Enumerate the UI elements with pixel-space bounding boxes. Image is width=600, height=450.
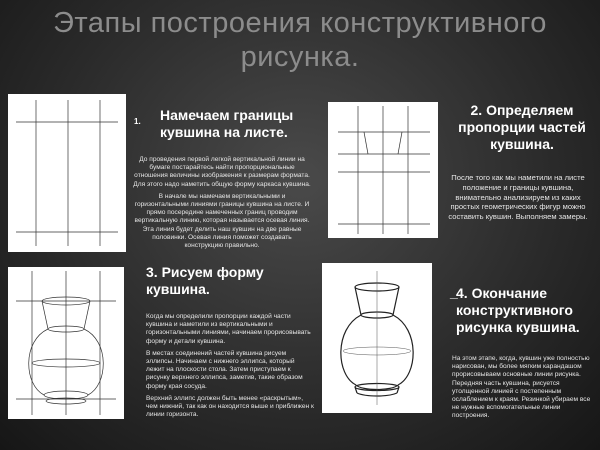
step-4-marker: _: [450, 284, 458, 300]
sketch-step-2-image: [328, 102, 438, 238]
step-3-text: [146, 313, 314, 423]
step-3-paragraph: Когда мы определили пропорции каждой части кувшина и наметили из вертикальными и горизонтальными линиями, начинаем прорисовывать форму и детали кувшина.: [146, 313, 311, 345]
step-1-text: [132, 156, 312, 254]
step-3-paragraph: Верхний эллипс должен быть менее «раскрытым», чем нижний, так как он находится выше и приближен к линии горизонта.: [146, 394, 314, 419]
step-4-heading: 4. Окончание конструктивного рисунка кувшина.: [456, 285, 580, 335]
step-3-paragraph: В местах соединений частей кувшина рисуем эллипсы. Начинаем с нижнего эллипса, который лежит на плоскости стола. Затем приступаем к рисунку верхнего эллипса, заметив, такие образом форму края сосуда.: [146, 349, 303, 390]
step-1-paragraph: До проведения первой легкой вертикальной линии на бумаге постарайтесь найти пропорциональные отношения величины изображения к размерам формата. Для этого надо наметить общую форму каркаса кувшина.: [133, 156, 311, 188]
step-2-text: [444, 173, 592, 226]
sketch-step-4-image: [322, 263, 432, 413]
sketch-step-3-image: [8, 267, 124, 419]
step-1-heading: Намечаем границы кувшина на листе.: [160, 107, 294, 140]
step-1-paragraph: В начале мы намечаем вертикальными и горизонтальными линиями границы кувшина на листе. И прямо посередине намеченных границ проводим вертикальную линию, которая называется осевая линия. Эта линия будет делить наш кувшин на две равные половинки. Осевая линия поможет создавать конструкцию правильно.: [134, 192, 310, 250]
step-2-paragraph: После того как мы наметили на листе положение и границы кувшина, внимательно анализируем из каких простых геометрических фигур можно составить кувшин. Выполняем замеры.: [448, 173, 588, 222]
step-4-text: [452, 355, 594, 425]
step-3-heading: 3. Рисуем форму кувшина.: [146, 264, 264, 297]
step-4-paragraph: На этом этапе, когда, кувшин уже полностью нарисован, мы более мягким карандашом прорисовываем основные линии рисунка. Передняя часть кувшина, рисуется утолщенной линией с постепенным ослаблением к краям. Резинкой убираем все не нужные вспомогательные линии построения.: [452, 355, 591, 420]
step-1-number: 1.: [134, 117, 141, 126]
page-title: Этапы построения конструктивного рисунка.: [53, 7, 547, 73]
sketch-step-1-image: [8, 94, 126, 252]
step-2-heading: 2. Определяем пропорции частей кувшина.: [458, 102, 586, 152]
